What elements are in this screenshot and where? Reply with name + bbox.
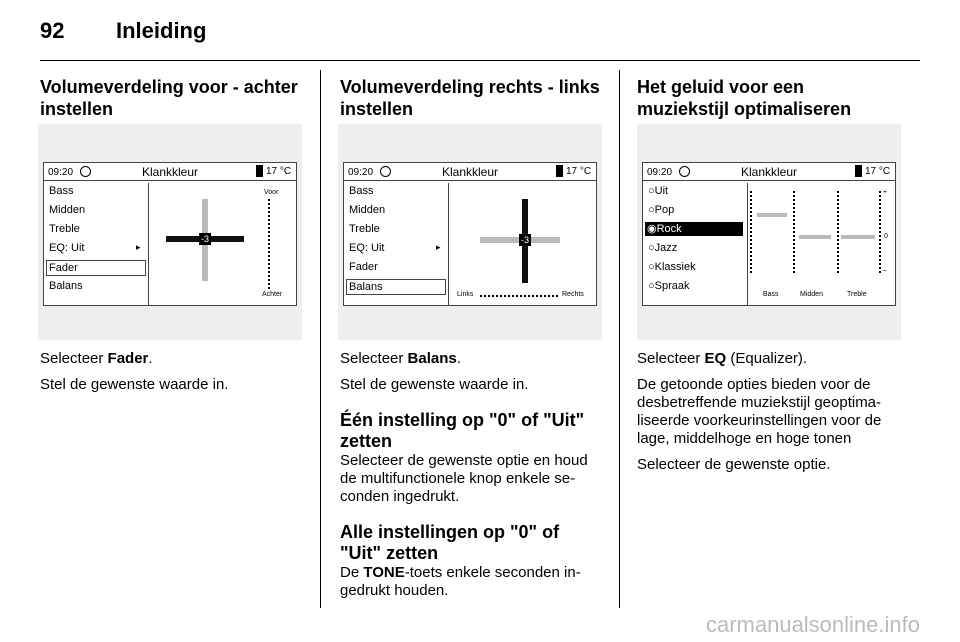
subsection-heading: Alle instellingen op "0" of "Uit" zetten	[340, 522, 560, 563]
preset-option[interactable]: ○Jazz	[648, 242, 678, 254]
instruction: De TONE-toets enkele seconden in-gedrukt houden.	[340, 564, 581, 599]
eq-label: Midden	[800, 291, 823, 298]
balance-knob[interactable]: -3	[520, 235, 529, 245]
eq-bass-bar	[757, 213, 787, 217]
menu-item[interactable]: Bass	[49, 185, 74, 197]
chevron-right-icon: ▸	[136, 242, 141, 252]
preset-option[interactable]: ○Pop	[648, 204, 675, 216]
header-rule	[40, 60, 920, 61]
eq-scale-right	[879, 191, 883, 273]
eq-scale-left	[750, 191, 754, 273]
menu-item[interactable]: Treble	[349, 223, 380, 235]
balance-scale	[480, 295, 558, 299]
instruction: Selecteer EQ (Equalizer).	[637, 350, 808, 367]
eq-scale	[793, 191, 797, 273]
screen-title: Klankkleur	[740, 165, 798, 179]
column-fader	[40, 76, 304, 120]
menu-item[interactable]: Fader	[349, 261, 378, 273]
preset-option[interactable]: ○Uit	[648, 185, 669, 197]
screenshot-eq	[637, 124, 901, 340]
menu-list	[344, 183, 449, 305]
preset-option[interactable]: ○Spraak	[648, 280, 690, 292]
eq-midden-bar	[799, 235, 831, 239]
eq-preset-list	[643, 183, 748, 305]
scale-zero: 0	[884, 233, 888, 240]
instruction: De getoonde opties bieden voor de desbetreffende muziekstijl geoptima-liseerde voorkeurinstellingen voor de lage, middelhoge en hoge tonen	[637, 376, 882, 447]
scale-plus: +	[883, 189, 888, 196]
screen-title: Klankkleur	[141, 165, 199, 179]
screen-divider	[643, 180, 895, 181]
preset-option[interactable]: ○Klassiek	[648, 261, 696, 273]
thermometer-icon	[256, 165, 263, 177]
menu-item-selected[interactable]: Balans	[346, 279, 446, 295]
instruction: Selecteer de gewenste optie.	[637, 456, 831, 473]
instruction: Selecteer de gewenste optie en houd de multifunctionele knop enkele se-conden ingedrukt.	[340, 452, 588, 505]
page-number: 92	[40, 18, 65, 43]
column-balance-text	[340, 350, 602, 600]
column-eq-text	[637, 350, 903, 474]
instruction: Selecteer Balans.	[340, 350, 461, 367]
menu-list	[44, 183, 149, 305]
menu-item[interactable]: Midden	[349, 204, 386, 216]
screen-divider	[44, 180, 296, 181]
screenshot-fader	[38, 124, 302, 340]
column-divider	[619, 70, 620, 608]
eq-scale	[837, 191, 841, 273]
preset-option-selected[interactable]: ◉Rock	[645, 222, 743, 236]
column-fader-text	[40, 350, 304, 394]
page-title: Inleiding	[116, 18, 207, 43]
menu-item[interactable]: EQ: Uit	[49, 242, 85, 254]
label-front: Voor	[264, 189, 279, 196]
screenshot-balance	[338, 124, 602, 340]
watermark: carmanualsonline.info	[705, 612, 920, 637]
label-left: Links	[457, 291, 474, 298]
label-rear: Achter	[262, 291, 283, 298]
temperature: 17 °C	[266, 166, 292, 177]
instruction: Stel de gewenste waarde in.	[340, 376, 529, 393]
screen-title: Klankkleur	[441, 165, 499, 179]
chevron-right-icon: ▸	[436, 242, 441, 252]
instruction: Stel de gewenste waarde in.	[40, 376, 229, 393]
display-screen	[343, 162, 597, 306]
scale-minus: –	[883, 267, 887, 274]
thermometer-icon	[855, 165, 862, 177]
menu-item[interactable]: Bass	[349, 185, 374, 197]
time-display: 09:20	[348, 167, 374, 178]
menu-item-selected[interactable]: Fader	[46, 260, 146, 276]
fader-scale	[268, 199, 272, 289]
section-heading: Volumeverdeling voor - achter instellen	[40, 77, 298, 119]
subsection-heading: Één instelling op "0" of "Uit" zetten	[340, 410, 585, 451]
menu-item[interactable]: Midden	[49, 204, 86, 216]
label-right: Rechts	[562, 291, 584, 298]
menu-item[interactable]: Balans	[49, 280, 83, 292]
menu-item[interactable]: EQ: Uit	[349, 242, 385, 254]
eq-label: Treble	[847, 291, 867, 298]
display-screen	[642, 162, 896, 306]
column-eq	[637, 76, 901, 120]
section-heading: Het geluid voor een muziekstijl optimaliseren	[637, 77, 852, 119]
time-display: 09:20	[48, 167, 74, 178]
column-divider	[320, 70, 321, 608]
screen-divider	[344, 180, 596, 181]
fader-knob[interactable]: -3	[200, 234, 209, 244]
display-screen	[43, 162, 297, 306]
menu-item[interactable]: Treble	[49, 223, 80, 235]
instruction: Selecteer Fader.	[40, 350, 153, 367]
thermometer-icon	[556, 165, 563, 177]
eq-label: Bass	[763, 291, 779, 298]
section-heading: Volumeverdeling rechts - links instellen	[340, 77, 600, 119]
temperature: 17 °C	[865, 166, 891, 177]
time-display: 09:20	[647, 167, 673, 178]
temperature: 17 °C	[566, 166, 592, 177]
column-balance	[340, 76, 604, 120]
eq-treble-bar	[841, 235, 875, 239]
